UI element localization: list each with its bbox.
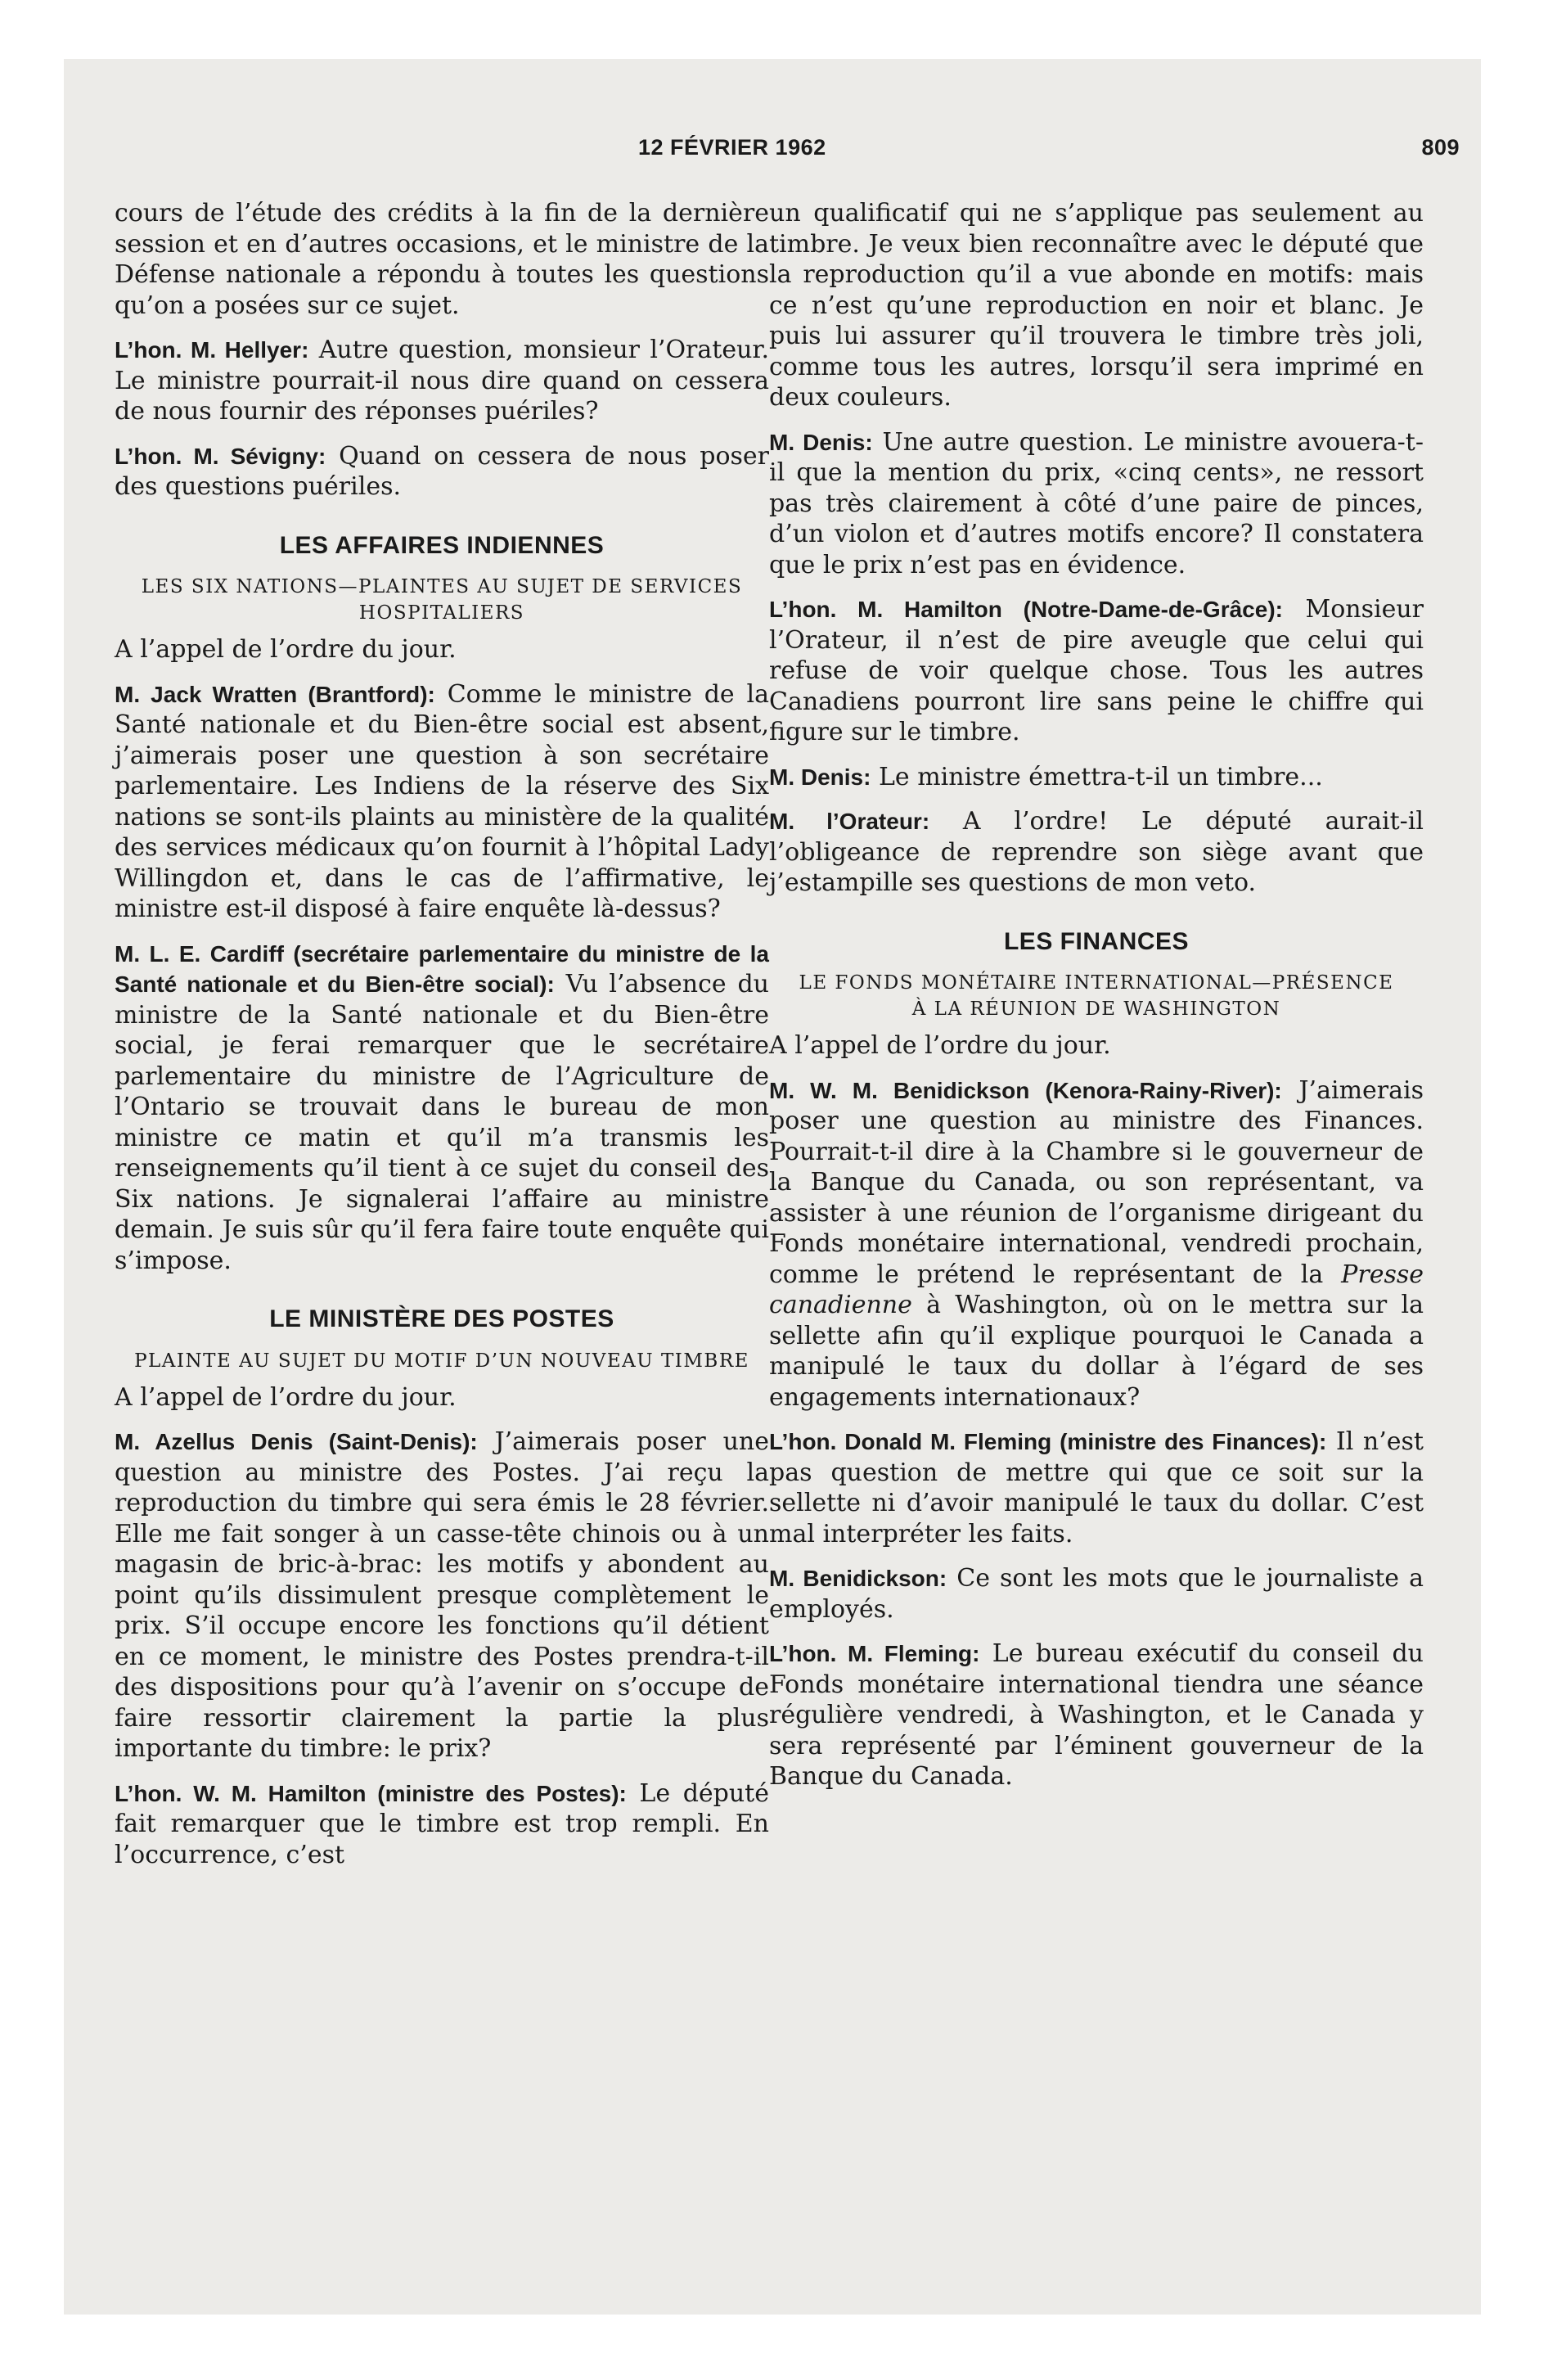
speaker-name: M. Benidickson:	[769, 1566, 947, 1591]
speaker-name: L’hon. M. Fleming:	[769, 1641, 980, 1666]
paragraph	[769, 1427, 1424, 1549]
speech-text: Il n’est pas question de mettre qui que ce soit sur la sellette ni d’avoir manipulé le taux du dollar. C’est mal interpréter les faits.	[769, 1427, 1424, 1548]
paragraph	[115, 1778, 769, 1871]
speech-text: J’aimerais poser une question au ministre des Finances. Pourrait-t-il dire à la Chambre si le gouverneur de la Banque du Canada, ou son représentant, va assister à une réunion de l’organisme dirigeant du Fonds monétaire international, vendredi prochain, comme le prétend le représentant de la	[769, 1075, 1424, 1289]
section-subheading: LES SIX NATIONS—PLAINTES AU SUJET DE SERVICES HOSPITALIERS	[141, 576, 743, 624]
section-subheading: LE FONDS MONÉTAIRE INTERNATIONAL—PRÉSENCE À LA RÉUNION DE WASHINGTON	[799, 972, 1394, 1020]
speech-text: Le député fait remarquer que le timbre est trop rempli. En l’occurrence, c’est	[115, 1778, 769, 1869]
speaker-name: M. Denis:	[769, 429, 873, 455]
page-number: 809	[1421, 135, 1460, 160]
section-heading: LES AFFAIRES INDIENNES	[279, 531, 605, 559]
speech-text: J’aimerais poser une question au ministre des Postes. J’ai reçu la reproduction du timbre qui sera émis le 28 février. Elle me fait songer à un casse-tête chinois ou à un magasin de bric-à-brac: les motifs y abondent au point qu’ils dissimulent presque complètement le prix. S’il occupe encore les fonctions qu’il détient en ce moment, le ministre des Postes prendra-t-il des dispositions pour qu’à l’avenir on s’occupe de faire ressortir clairement la partie la plus importante du timbre: le prix?	[115, 1427, 769, 1763]
paragraph	[115, 441, 769, 503]
speech-text: à Washington, où on le mettra sur la sellette afin qu’il explique pourquoi le Canada a manipulé le taux du dollar à l’égard de ses engagements internationaux?	[769, 1291, 1424, 1412]
speech-text: Comme le ministre de la Santé nationale et du Bien-être social est absent, j’aimerais poser une question à son secrétaire parlementaire. Les Indiens de la réserve des Six nations se sont-ils plaints au ministère de la qualité des services médicaux qu’on fournit à l’hôpital Lady Willingdon et, dans le cas de l’affirmative, le ministre est-il disposé à faire enquête là-dessus?	[115, 679, 769, 923]
section-subheading: PLAINTE AU SUJET DU MOTIF D’UN NOUVEAU TIMBRE	[134, 1350, 749, 1372]
paragraph	[769, 1639, 1424, 1792]
section-heading: LE MINISTÈRE DES POSTES	[269, 1305, 614, 1332]
speaker-name: L’hon. W. M. Hamilton (ministre des Postes):	[115, 1780, 627, 1806]
paragraph	[769, 427, 1424, 581]
speaker-name: M. L. E. Cardiff (secrétaire parlementaire du ministre de la Santé nationale et du Bien-être social):	[115, 940, 769, 997]
speech-text: Vu l’absence du ministre de la Santé nationale et du Bien-être social, je ferai remarquer que le secrétaire parlementaire du ministre de l’Agriculture de l’Ontario se trouvait dans le bureau de mon ministre ce matin et qu’il m’a transmis les renseignements qu’il tient à ce sujet du conseil des Six nations. Je signalerai l’affaire au ministre demain. Je suis sûr qu’il fera faire toute enquête qui s’impose.	[115, 970, 769, 1275]
speech-text: Quand on cessera de nous poser des questions puériles.	[115, 441, 769, 501]
section-heading: LES FINANCES	[1003, 927, 1190, 955]
speaker-name: M. Jack Wratten (Brantford):	[115, 681, 435, 707]
paragraph: A l’appel de l’ordre du jour.	[769, 1031, 1111, 1060]
speech-text: Le bureau exécutif du conseil du Fonds monétaire international tiendra une séance régulière vendredi, à Washington, et le Canada y sera représenté par l’éminent gouverneur de la Banque du Canada.	[769, 1639, 1424, 1791]
paragraph: A l’appel de l’ordre du jour.	[115, 1382, 457, 1412]
paragraph	[115, 679, 769, 925]
paragraph: un qualificatif qui ne s’applique pas seulement au timbre. Je veux bien reconnaître avec le député que la reproduction qu’il a vue abonde en motifs: mais ce n’est qu’une reproduction en noir et blanc. Je puis lui assurer qu’il trouvera le timbre très joli, comme tous les autres, lorsqu’il sera imprimé en deux couleurs.	[769, 199, 1424, 412]
paragraph	[769, 1075, 1424, 1413]
speaker-name: L’hon. M. Hellyer:	[115, 337, 309, 363]
speech-text: Le ministre émettra-t-il un timbre...	[871, 762, 1323, 791]
paragraph	[115, 939, 769, 1277]
speaker-name: L’hon. M. Sévigny:	[115, 443, 326, 469]
speaker-name: M. W. M. Benidickson (Kenora-Rainy-River):	[769, 1077, 1282, 1103]
speech-text: Une autre question. Le ministre avouera-t-il que la mention du prix, «cinq cents», ne ressort pas très clairement à côté d’une paire de pinces, d’un violon et d’autres motifs encore? Il constatera que le prix n’est pas en évidence.	[769, 427, 1424, 579]
speaker-name: L’hon. M. Hamilton (Notre-Dame-de-Grâce):	[769, 597, 1283, 622]
paragraph	[769, 1563, 1424, 1625]
speaker-name: M. Denis:	[769, 764, 871, 790]
paragraph	[769, 594, 1424, 748]
paragraph	[115, 1427, 769, 1765]
speech-text: Monsieur l’Orateur, il n’est de pire aveugle que celui qui refuse de voir quelque chose. Tous les autres Canadiens pourront lire sans peine le chiffre qui figure sur le timbre.	[769, 595, 1424, 746]
right-column	[769, 198, 1424, 1792]
speech-text: Ce sont les mots que le journaliste a employés.	[769, 1564, 1424, 1624]
paragraph	[769, 806, 1424, 899]
paragraph: A l’appel de l’ordre du jour.	[115, 635, 457, 664]
publication-title: Presse canadienne	[769, 1260, 1424, 1319]
left-column	[115, 198, 769, 1870]
speaker-name: M. Azellus Denis (Saint-Denis):	[115, 1429, 478, 1454]
paragraph	[115, 335, 769, 427]
speech-text: A l’ordre! Le député aurait-il l’obligeance de reprendre son siège avant que j’estampille ses questions de mon veto.	[769, 807, 1424, 897]
speech-text: Autre question, monsieur l’Orateur. Le ministre pourrait-il nous dire quand on cessera de nous fournir des réponses puériles?	[115, 336, 769, 426]
paragraph	[769, 762, 1424, 793]
speaker-name: L’hon. Donald M. Fleming (ministre des Finances):	[769, 1429, 1327, 1454]
speaker-name: M. l’Orateur:	[769, 809, 930, 834]
paragraph: cours de l’étude des crédits à la fin de la dernière session et en d’autres occasions, et le ministre de la Défense nationale a répondu à toutes les questions qu’on a posées sur ce sujet.	[115, 199, 769, 320]
header-date: 12 FÉVRIER 1962	[638, 135, 826, 160]
page-header	[0, 135, 1548, 168]
